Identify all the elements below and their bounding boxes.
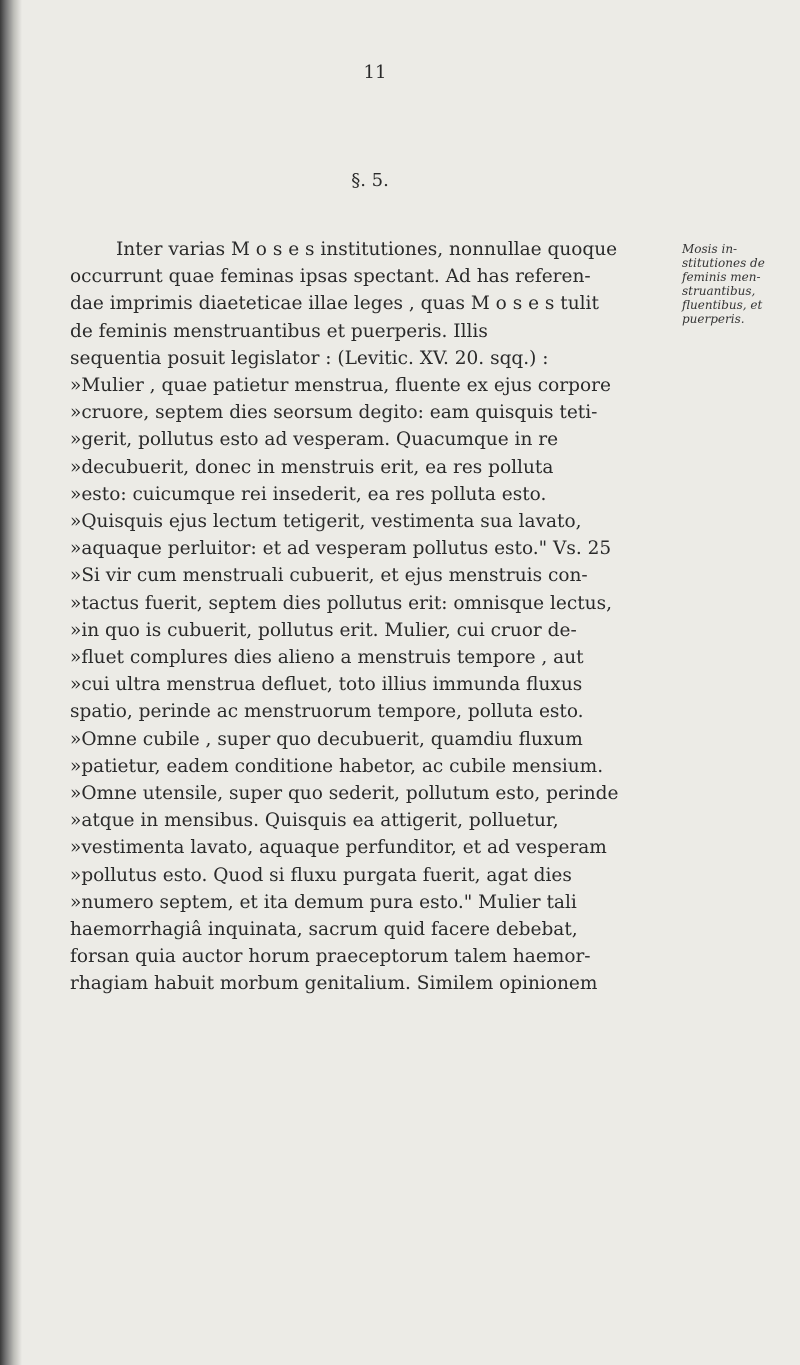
text-line: »Omne utensile, super quo sederit, pollutum esto, perinde: [70, 783, 619, 805]
text-line: »cui ultra menstrua defluet, toto illius immunda fluxus: [70, 674, 583, 696]
margin-note: [682, 242, 794, 326]
text-line: »decubuerit, donec in menstruis erit, ea res polluta: [70, 456, 554, 478]
text-line: rhagiam habuit morbum genitalium. Similem opinionem: [70, 973, 598, 995]
text-line: dae imprimis diaeteticae illae leges , quas M o s e s tulit: [70, 293, 599, 315]
text-line: sequentia posuit legislator : (Levitic. XV. 20. sqq.) :: [70, 347, 549, 369]
margin-note-line: puerperis.: [682, 312, 745, 326]
text-line: »Mulier , quae patietur menstrua, fluente ex ejus corpore: [70, 375, 611, 397]
text-line: »aquaque perluitor: et ad vesperam pollutus esto." Vs. 25: [70, 538, 612, 560]
page-edge-shadow: [0, 0, 22, 1365]
text-line: »Si vir cum menstruali cubuerit, et ejus menstruis con-: [70, 565, 588, 587]
text-line: Inter varias M o s e s institutiones, nonnullae quoque: [116, 239, 618, 260]
text-line: »esto: cuicumque rei insederit, ea res polluta esto.: [70, 483, 547, 505]
text-line: »numero septem, et ita demum pura esto." Mulier tali: [70, 891, 577, 913]
margin-note-line: struantibus,: [682, 284, 756, 298]
text-line: occurrunt quae feminas ipsas spectant. Ad has referen-: [70, 266, 591, 288]
text-line: »gerit, pollutus esto ad vesperam. Quacumque in re: [70, 429, 559, 451]
text-line: »vestimenta lavato, aquaque perfunditor, et ad vesperam: [70, 837, 607, 859]
text-line: haemorrhagiâ inquinata, sacrum quid facere debebat,: [70, 919, 578, 941]
body-text: [70, 236, 680, 998]
margin-note-line: stitutiones de: [682, 256, 765, 270]
text-line: »tactus fuerit, septem dies pollutus erit: omnisque lectus,: [70, 592, 612, 614]
text-line: »fluet complures dies alieno a menstruis tempore , aut: [70, 647, 584, 669]
text-line: »Quisquis ejus lectum tetigerit, vestimenta sua lavato,: [70, 511, 582, 533]
section-heading: §. 5.: [351, 170, 389, 191]
text-line: »patietur, eadem conditione habetor, ac cubile mensium.: [70, 755, 604, 777]
text-line: »cruore, septem dies seorsum degito: eam quisquis teti-: [70, 402, 598, 424]
margin-note-line: fluentibus, et: [682, 298, 763, 312]
text-line: »in quo is cubuerit, pollutus erit. Mulier, cui cruor de-: [70, 619, 577, 641]
text-line: »atque in mensibus. Quisquis ea attigerit, polluetur,: [70, 810, 559, 832]
margin-note-line: feminis men-: [682, 270, 761, 284]
page-number: 11: [363, 62, 387, 83]
margin-note-line: Mosis in-: [682, 242, 738, 256]
text-line: spatio, perinde ac menstruorum tempore, polluta esto.: [70, 701, 584, 723]
text-line: forsan quia auctor horum praeceptorum talem haemor-: [70, 946, 591, 968]
text-line: de feminis menstruantibus et puerperis. Illis: [70, 320, 488, 342]
text-line: »Omne cubile , super quo decubuerit, quamdiu fluxum: [70, 728, 583, 750]
text-line: »pollutus esto. Quod si fluxu purgata fuerit, agat dies: [70, 864, 572, 886]
